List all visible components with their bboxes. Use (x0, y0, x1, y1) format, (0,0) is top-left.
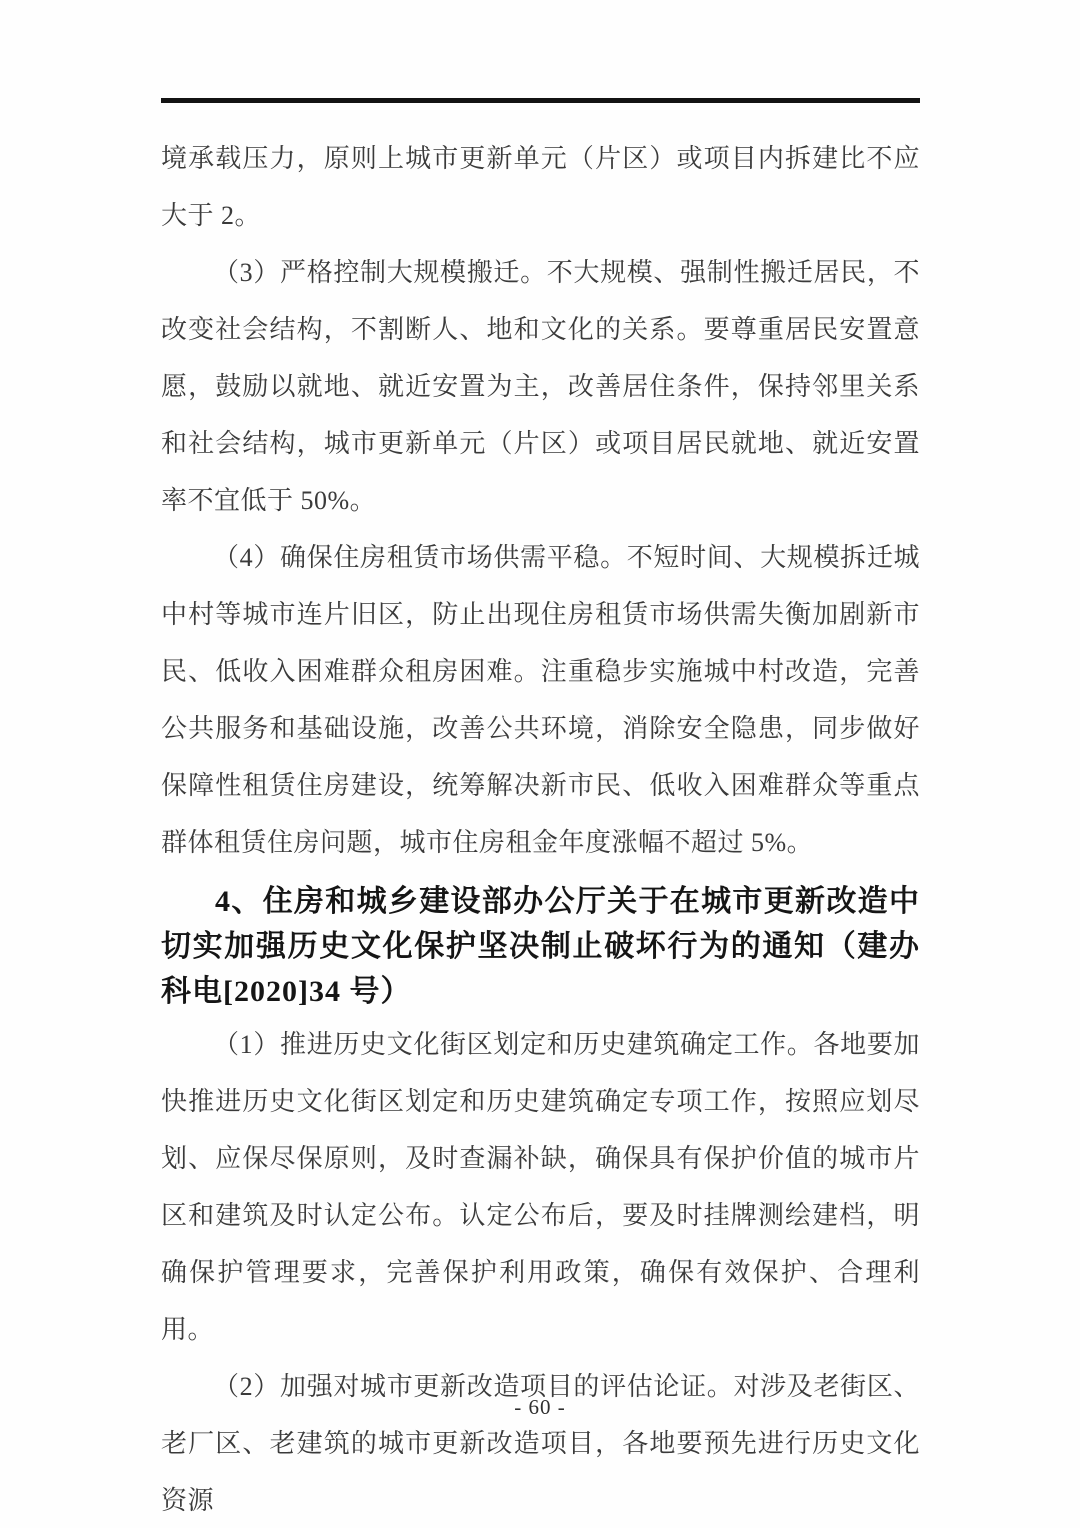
header-rule-divider (161, 98, 920, 103)
paragraph-item-3: （3）严格控制大规模搬迁。不大规模、强制性搬迁居民，不改变社会结构，不割断人、地和文化的关系。要尊重居民安置意愿，鼓励以就地、就近安置为主，改善居住条件，保持邻里关系和社会结构，城市更新单元（片区）或项目居民就地、就近安置率不宜低于 50%。 (161, 258, 920, 515)
paragraph-item-4: （4）确保住房租赁市场供需平稳。不短时间、大规模拆迁城中村等城市连片旧区，防止出现住房租赁市场供需失衡加剧新市民、低收入困难群众租房困难。注重稳步实施城中村改造，完善公共服务和基础设施，改善公共环境，消除安全隐患，同步做好保障性租赁住房建设，统筹解决新市民、低收入困难群众等重点群体租赁住房问题，城市住房租金年度涨幅不超过 5%。 (161, 543, 920, 857)
paragraph-continuation: 境承载压力，原则上城市更新单元（片区）或项目内拆建比不应大于 2。 (161, 144, 920, 230)
paragraph-item-1: （1）推进历史文化街区划定和历史建筑确定工作。各地要加快推进历史文化街区划定和历史建筑确定专项工作，按照应划尽划、应保尽保原则，及时查漏补缺，确保具有保护价值的城市片区和建筑及时认定公布。认定公布后，要及时挂牌测绘建档，明确保护管理要求，完善保护利用政策，确保有效保护、合理利用。 (161, 1030, 920, 1344)
page-number: - 60 - (514, 1395, 566, 1419)
page-content-column (161, 0, 920, 1528)
paragraph-item-2: （2）加强对城市更新改造项目的评估论证。对涉及老街区、老厂区、老建筑的城市更新改造项目，各地要预先进行历史文化资源 (161, 1372, 920, 1515)
body-text-block (161, 130, 920, 1528)
section-heading-notice-title: 4、住房和城乡建设部办公厅关于在城市更新改造中切实加强历史文化保护坚决制止破坏行为的通知（建办科电[2020]34 号） (161, 885, 920, 1008)
